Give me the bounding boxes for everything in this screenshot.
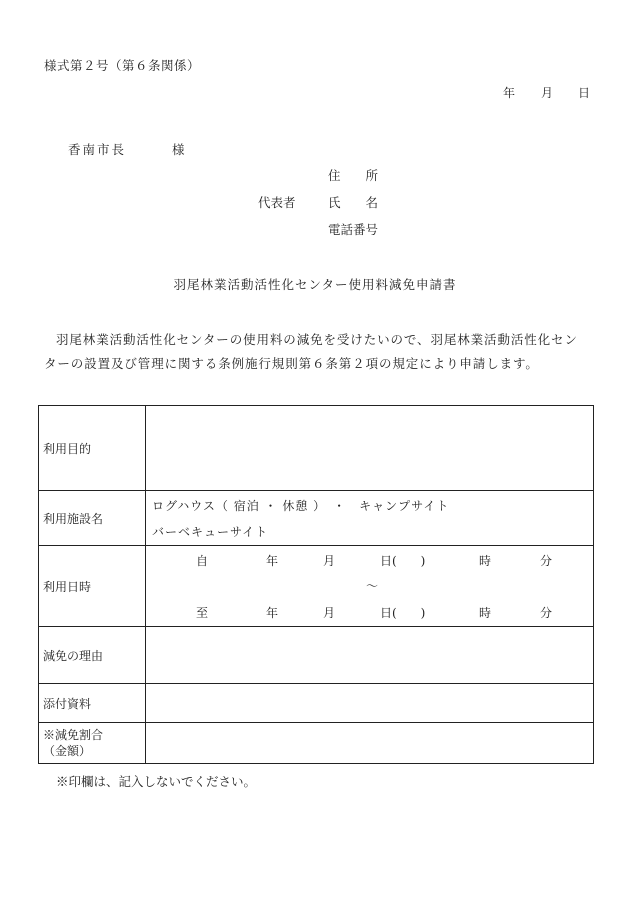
table-row-facility (39, 491, 594, 546)
date-year-label: 年 (503, 86, 516, 100)
name-label: 氏 名 (328, 195, 379, 210)
addressee-name: 香南市長 (68, 142, 127, 157)
document-body (44, 328, 596, 376)
facility-options-line1: ログハウス（ 宿泊 ・ 休憩 ） ・ キャンプサイト (152, 499, 450, 513)
attachment-label: 添付資料 (39, 684, 146, 723)
representative-label: 代表者 (258, 195, 296, 210)
table-row-reason (39, 627, 594, 684)
purpose-label: 利用目的 (39, 406, 146, 491)
table-row-purpose (39, 406, 594, 491)
from-hour: 時 (479, 554, 492, 568)
facility-label: 利用施設名 (39, 491, 146, 546)
rate-field (146, 723, 594, 764)
body-line-1: 羽尾林業活動活性化センターの使用料の減免を受けたいので、羽尾林業活動活性化セン (56, 332, 578, 347)
from-label: 自 (196, 554, 209, 568)
rate-label-line1: ※減免割合 (43, 728, 104, 742)
date-day-label: 日 (578, 86, 591, 100)
to-label: 至 (196, 606, 209, 620)
body-line-2: ターの設置及び管理に関する条例施行規則第６条第２項の規定により申請します。 (44, 356, 539, 371)
facility-options-line2: バーベキューサイト (152, 525, 269, 539)
from-month: 月 (323, 554, 336, 568)
addressee (68, 140, 187, 158)
phone-label: 電話番号 (328, 222, 379, 237)
reason-label: 減免の理由 (39, 627, 146, 684)
datetime-field[interactable] (146, 546, 594, 627)
to-day: 日( ) (380, 606, 426, 620)
reason-field[interactable] (146, 627, 594, 684)
addressee-honorific: 様 (172, 142, 187, 157)
form-number: 様式第２号（第６条関係） (44, 58, 201, 73)
table-row-rate (39, 723, 594, 764)
from-day: 日( ) (380, 554, 426, 568)
address-label: 住 所 (328, 168, 379, 183)
facility-field[interactable] (146, 491, 594, 546)
document-title: 羽尾林業活動活性化センター使用料減免申請書 (173, 277, 457, 292)
to-year: 年 (266, 606, 279, 620)
table-row-datetime (39, 546, 594, 627)
to-month: 月 (323, 606, 336, 620)
footnote: ※印欄は、記入しないでください。 (56, 774, 257, 789)
to-minute: 分 (540, 606, 553, 620)
purpose-field[interactable] (146, 406, 594, 491)
from-year: 年 (266, 554, 279, 568)
range-tilde: ～ (366, 579, 379, 593)
table-row-attachment (39, 684, 594, 723)
date-month-label: 月 (541, 86, 554, 100)
attachment-field[interactable] (146, 684, 594, 723)
to-hour: 時 (479, 606, 492, 620)
rate-label (39, 723, 146, 764)
from-minute: 分 (540, 554, 553, 568)
application-table (38, 405, 594, 764)
rate-label-line2: （金額） (43, 744, 92, 758)
datetime-label: 利用日時 (39, 546, 146, 627)
